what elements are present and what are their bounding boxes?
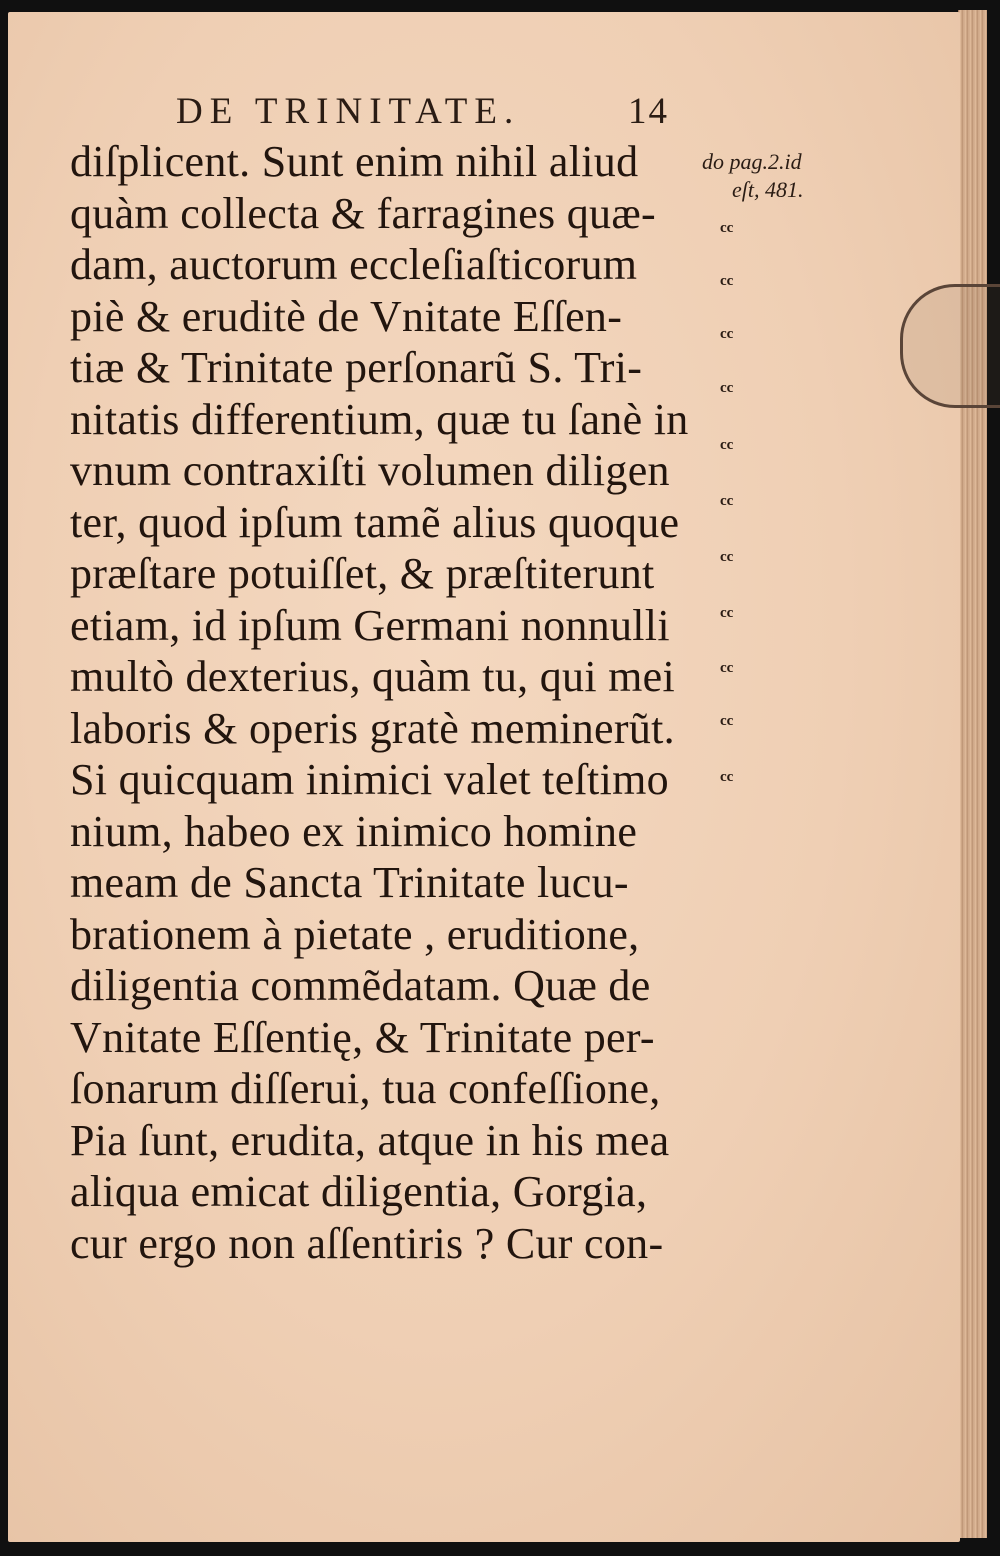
quotation-mark: cc: [720, 273, 734, 289]
text-line: tiæ & Trinitate perſonarũ S. Tri-: [70, 343, 643, 392]
text-line: ſonarum diſſerui, tua confeſſione,: [70, 1064, 661, 1113]
text-line: præſtare potuiſſet, & præſtiterunt: [70, 549, 655, 598]
text-line: laboris & operis gratè meminerũt.: [70, 703, 675, 753]
page-number: 14: [628, 91, 669, 132]
page-edges: [958, 10, 987, 1538]
text-line: dam, auctorum eccleſiaſticorum: [70, 240, 638, 289]
text-line: multò dexterius, quàm tu, qui mei: [70, 652, 676, 701]
margin-note: [702, 148, 852, 204]
text-line: Vnitate Eſſentię, & Trinitate per-: [70, 1012, 655, 1062]
text-line: Si quicquam inimici valet teſtimo: [70, 755, 669, 804]
text-line: Pia ſunt, erudita, atque in his mea: [70, 1115, 670, 1165]
running-head: [176, 90, 696, 140]
quotation-mark: cc: [720, 220, 734, 236]
body-text: [70, 136, 720, 1269]
text-line: brationem à pietate , eruditione,: [70, 909, 640, 959]
text-line: quàm collecta & farragines quæ-: [70, 188, 656, 238]
text-line: diligentia commẽdatam. Quæ de: [70, 961, 651, 1010]
quotation-mark: cc: [720, 437, 734, 453]
book-page: [8, 12, 960, 1542]
quotation-mark: cc: [720, 660, 734, 676]
text-line: meam de Sancta Trinitate lucu-: [70, 858, 629, 907]
text-line: diſplicent. Sunt enim nihil aliud: [70, 137, 639, 186]
margin-note-line: eſt, 481.: [732, 177, 804, 202]
quotation-mark: cc: [720, 713, 734, 729]
quotation-mark: cc: [720, 326, 734, 342]
text-line: etiam, id ipſum Germani nonnulli: [70, 600, 670, 650]
text-line: ter, quod ipſum tamẽ alius quoque: [70, 497, 680, 547]
text-line: aliqua emicat diligentia, Gorgia,: [70, 1167, 648, 1216]
quotation-mark: cc: [720, 493, 734, 509]
quotation-mark: cc: [720, 605, 734, 621]
margin-note-line: do pag.2.id: [702, 149, 802, 174]
quotation-mark: cc: [720, 769, 734, 785]
text-line: cur ergo non aſſentiris ? Cur con-: [70, 1218, 664, 1268]
page-clip: [900, 284, 1000, 408]
text-line: nium, habeo ex inimico homine: [70, 806, 638, 856]
text-line: piè & eruditè de Vnitate Eſſen-: [70, 291, 623, 341]
text-line: nitatis differentium, quæ tu ſanè in: [70, 394, 689, 444]
quotation-mark: cc: [720, 380, 734, 396]
quotation-mark: cc: [720, 549, 734, 565]
text-line: vnum contraxiſti volumen diligen: [70, 446, 670, 495]
running-head-title: DE TRINITATE.: [176, 91, 521, 132]
